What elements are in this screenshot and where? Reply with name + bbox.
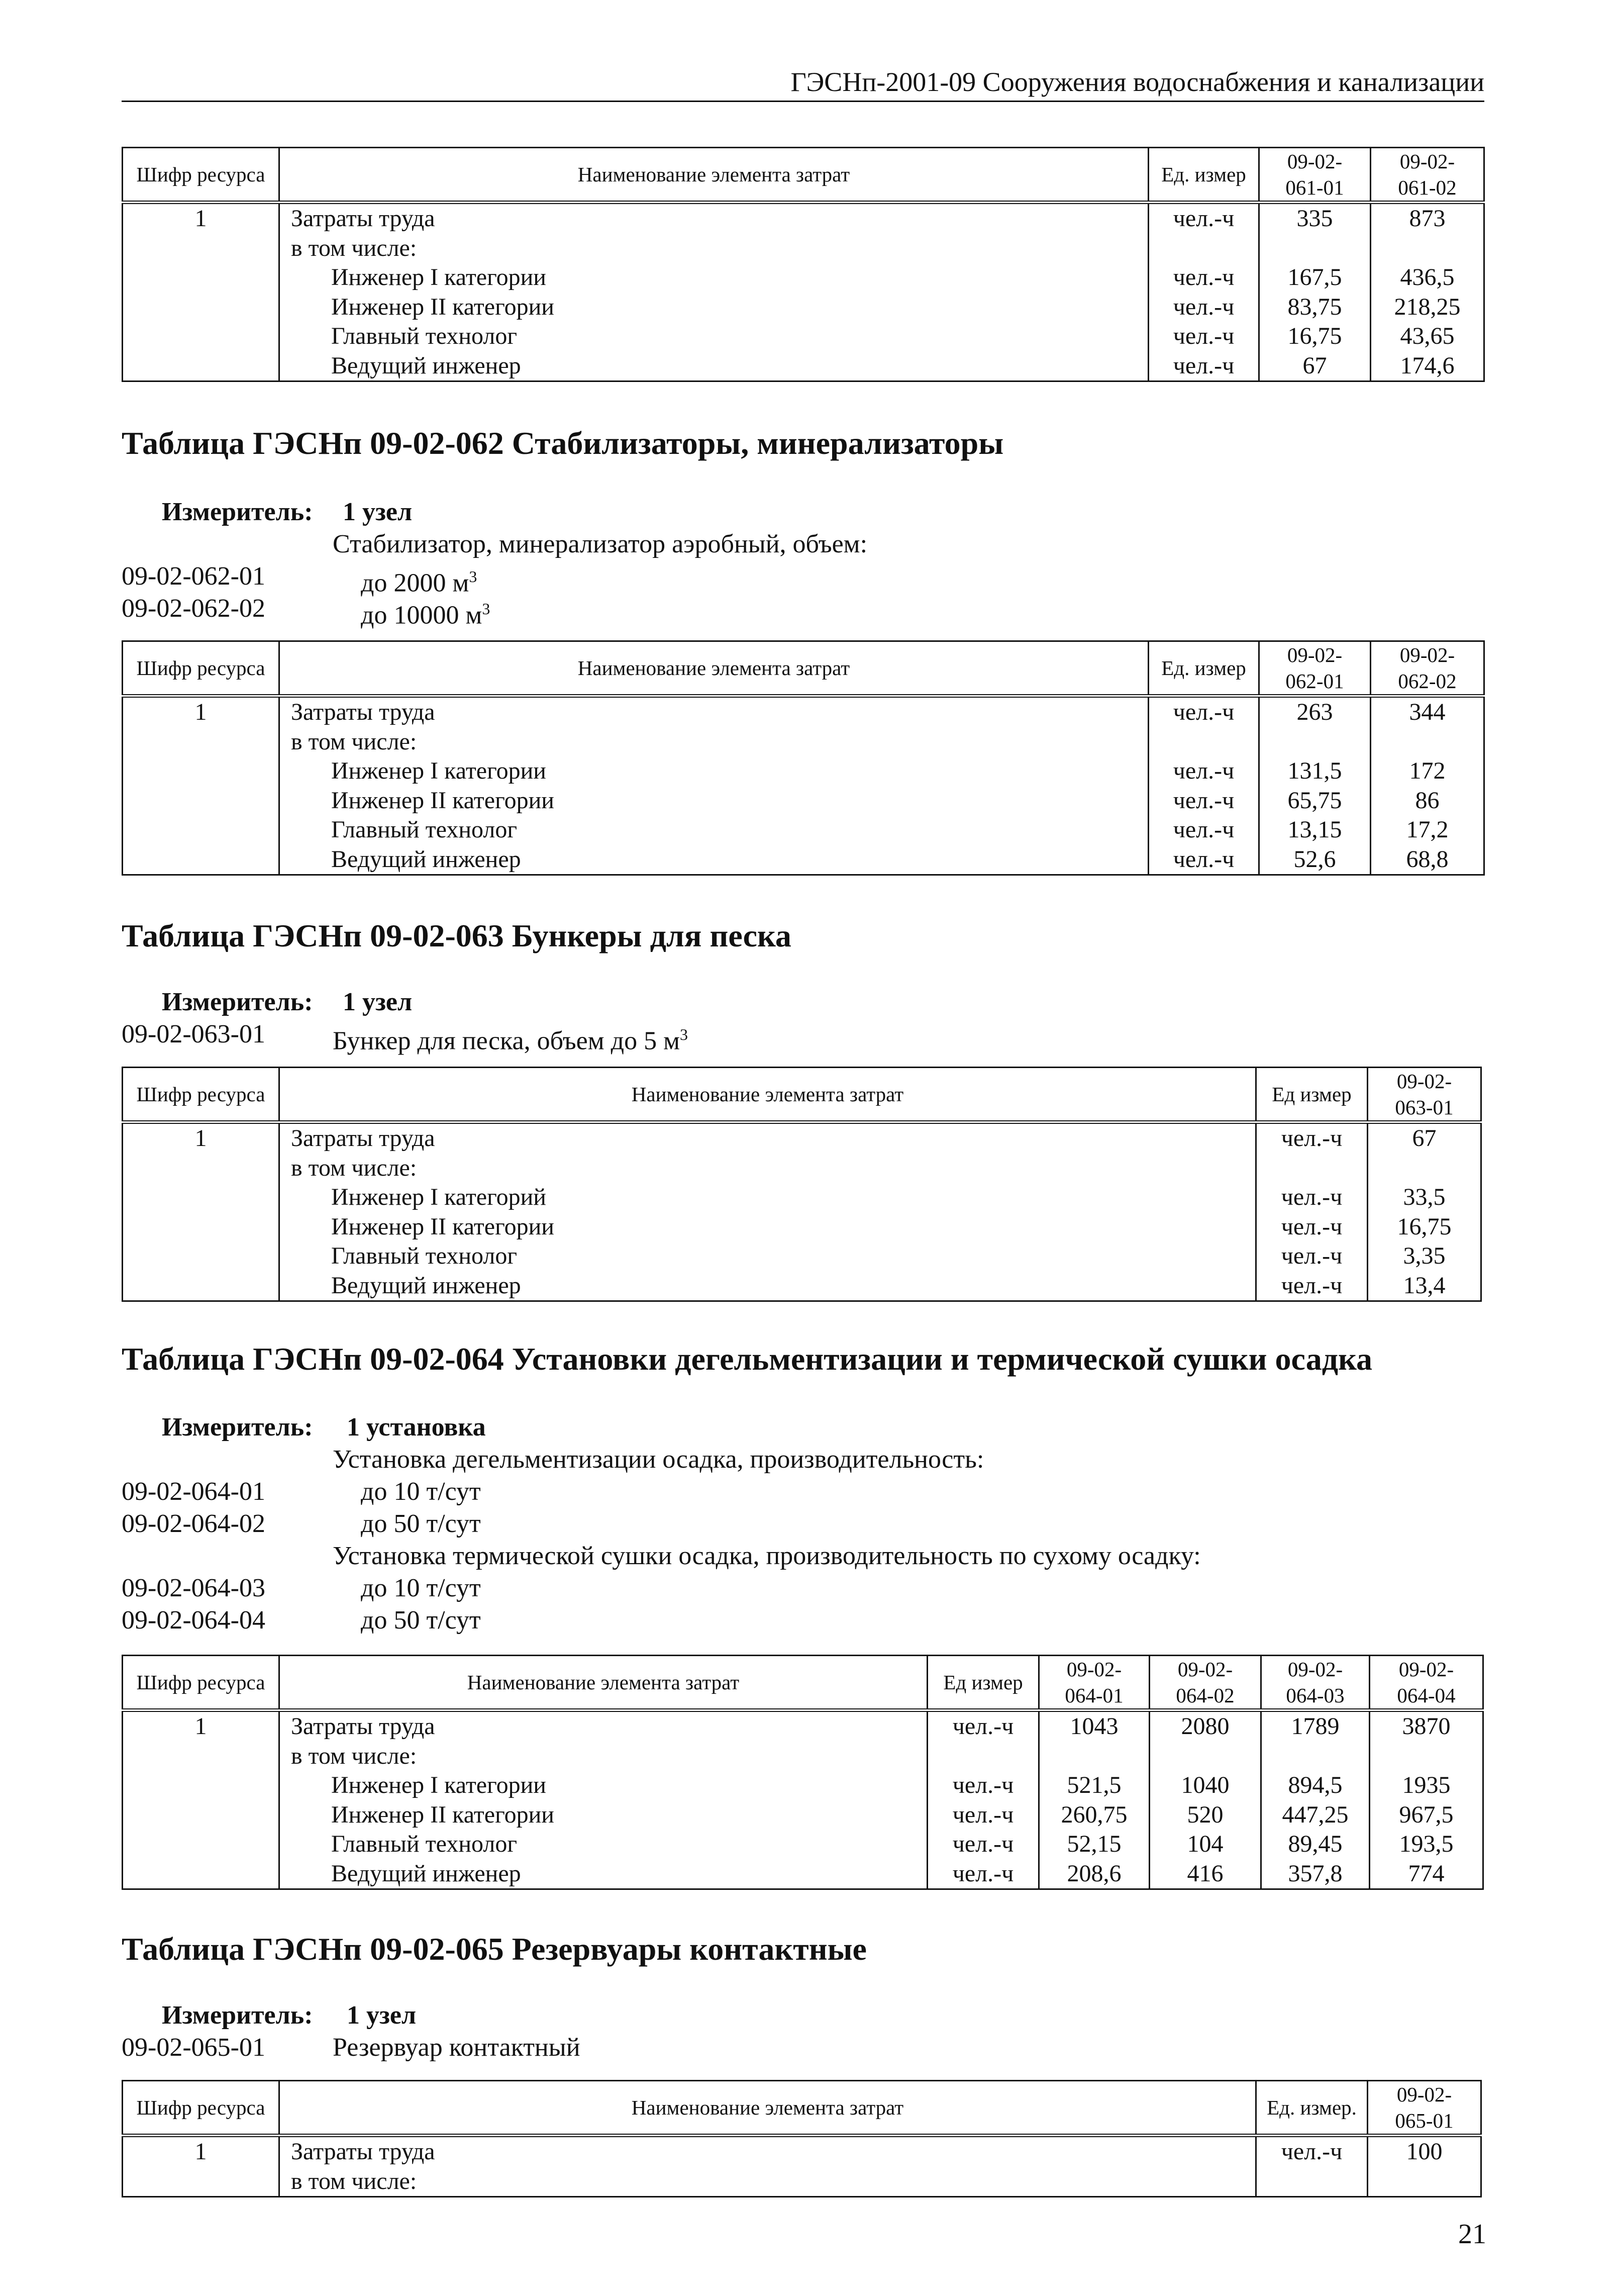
row-unit: чел.-ч [1149,845,1259,875]
row-value: 16,75 [1368,1212,1481,1242]
row-value: 67 [1259,351,1371,381]
table-row [123,1742,1483,1771]
col-name: Наименование элемента затрат [279,1656,928,1710]
row-label: Затраты труда [279,2136,1256,2167]
col-unit: Ед. измер [1149,641,1259,696]
row-value: 335 [1259,203,1371,234]
row-unit: чел.-ч [1149,203,1259,234]
row-value: 1789 [1261,1710,1370,1742]
table-row [123,727,1484,757]
col-name: Наименование элемента затрат [279,2081,1256,2136]
row-value: 174,6 [1371,351,1484,381]
row-label: Инженер I категории [279,1771,928,1800]
norm-description: до 50 т/сут [361,1606,481,1635]
row-label: Главный технолог [279,322,1149,351]
col-name: Наименование элемента затрат [279,1068,1256,1122]
measure-value: 1 узел [343,988,413,1016]
row-label: в том числе: [279,1742,928,1771]
row-unit: чел.-ч [1256,2136,1368,2167]
row-value: 89,45 [1261,1830,1370,1859]
row-value: 774 [1370,1859,1483,1889]
row-value: 193,5 [1370,1830,1483,1859]
table-row [123,1830,1483,1859]
table-row [123,322,1484,351]
row-label: Инженер II категории [279,1800,928,1830]
col-resource-code: Шифр ресурса [123,148,279,203]
row-value: 967,5 [1370,1800,1483,1830]
row-value: 436,5 [1371,263,1484,293]
table-row [123,2136,1481,2167]
row-unit: чел.-ч [928,1859,1039,1889]
row-label: Инженер II категории [279,1212,1256,1242]
row-value: 104 [1150,1830,1261,1859]
norm-code: 09-02-064-02 [122,1509,265,1538]
table-row [123,815,1484,845]
group-description: Установка дегельментизации осадка, производительность: [333,1445,984,1474]
measure-label: Измеритель: [162,1413,313,1442]
col-resource-code: Шифр ресурса [123,1656,279,1710]
row-label: в том числе: [279,2167,1256,2197]
row-label: Инженер I категорий [279,1183,1256,1212]
row-label: Главный технолог [279,1830,928,1859]
row-unit: чел.-ч [1149,756,1259,786]
table-row [123,234,1484,263]
measure-label: Измеритель: [162,988,313,1016]
table-row [123,1241,1481,1271]
row-unit: чел.-ч [928,1771,1039,1800]
norm-code: 09-02-064-03 [122,1574,265,1602]
col-norm-code: 09-02- 061-02 [1371,148,1484,203]
row-value: 1935 [1370,1771,1483,1800]
col-unit: Ед. измер [1149,148,1259,203]
col-unit: Ед измер [928,1656,1039,1710]
norm-table-064 [122,1655,1484,1890]
table-header-row [123,641,1484,696]
row-value: 3870 [1370,1710,1483,1742]
norm-description: до 10000 $м^3$ [361,600,490,630]
norm-description: до 10 т/сут [361,1477,481,1506]
row-label: Ведущий инженер [279,1271,1256,1301]
row-value: 218,25 [1371,293,1484,322]
row-value: 260,75 [1039,1800,1150,1830]
row-label: Инженер I категории [279,263,1149,293]
row-value: 68,8 [1371,845,1484,875]
norm-code: 09-02-064-04 [122,1606,265,1635]
row-unit: чел.-ч [1256,1241,1368,1271]
measure-label: Измеритель: [162,2001,313,2030]
row-value: 521,5 [1039,1771,1150,1800]
row-value: 416 [1150,1859,1261,1889]
row-label: Инженер II категории [279,786,1149,816]
table-row [123,845,1484,875]
row-label: в том числе: [279,234,1149,263]
norm-code: 09-02-062-02 [122,594,265,623]
row-value: 52,15 [1039,1830,1150,1859]
norm-description: до 50 т/сут [361,1509,481,1538]
col-resource-code: Шифр ресурса [123,1068,279,1122]
row-unit: чел.-ч [1149,815,1259,845]
measure-value: 1 узел [343,498,413,526]
row-label: Инженер II категории [279,293,1149,322]
row-unit: чел.-ч [928,1800,1039,1830]
row-value: 357,8 [1261,1859,1370,1889]
row-value: 447,25 [1261,1800,1370,1830]
row-unit: чел.-ч [1256,1212,1368,1242]
table-header-row [123,148,1484,203]
row-value: 344 [1371,696,1484,727]
norm-description: до 10 т/сут [361,1574,481,1602]
row-unit: чел.-ч [1149,322,1259,351]
row-value: 52,6 [1259,845,1371,875]
row-unit: чел.-ч [1256,1271,1368,1301]
row-value: 83,75 [1259,293,1371,322]
row-value: 43,65 [1371,322,1484,351]
col-resource-code: Шифр ресурса [123,2081,279,2136]
row-label: Затраты труда [279,1710,928,1742]
row-unit: чел.-ч [1149,293,1259,322]
measure-value: 1 узел [347,2001,417,2030]
row-label: Ведущий инженер [279,1859,928,1889]
table-row [123,786,1484,816]
row-value: 100 [1368,2136,1481,2167]
norm-code: 09-02-064-01 [122,1477,265,1506]
row-value: 167,5 [1259,263,1371,293]
row-value: 13,15 [1259,815,1371,845]
row-unit: чел.-ч [1149,786,1259,816]
row-value: 873 [1371,203,1484,234]
resource-code: 1 [123,1122,279,1154]
table-row [123,1859,1483,1889]
norm-table-063 [122,1067,1482,1302]
row-value: 1040 [1150,1771,1261,1800]
norm-code: 09-02-063-01 [122,1020,265,1048]
section-title: Таблица ГЭСНп 09-02-065 Резервуары контактные [122,1931,867,1967]
table-row [123,1771,1483,1800]
row-label: Затраты труда [279,1122,1256,1154]
table-row [123,1183,1481,1212]
row-value: 3,35 [1368,1241,1481,1271]
row-unit: чел.-ч [928,1710,1039,1742]
col-resource-code: Шифр ресурса [123,641,279,696]
row-unit: чел.-ч [928,1830,1039,1859]
row-label: в том числе: [279,727,1149,757]
row-value: 172 [1371,756,1484,786]
section-title: Таблица ГЭСНп 09-02-063 Бункеры для песка [122,918,791,953]
measure-value: 1 установка [347,1413,486,1442]
col-norm-code: 09-02- 064-03 [1261,1656,1370,1710]
row-value: 520 [1150,1800,1261,1830]
table-row [123,1271,1481,1301]
norm-table-061 [122,147,1485,382]
resource-code: 1 [123,2136,279,2167]
group-description: Установка термической сушки осадка, производительность по сухому осадку: [333,1542,1201,1570]
row-unit: чел.-ч [1149,696,1259,727]
table-row [123,203,1484,234]
norm-table-062 [122,640,1485,876]
resource-code: 1 [123,203,279,234]
table-row [123,1710,1483,1742]
group-description: Стабилизатор, минерализатор аэробный, объем: [333,530,868,558]
row-unit: чел.-ч [1149,263,1259,293]
table-row [123,696,1484,727]
row-value: 65,75 [1259,786,1371,816]
row-value: 17,2 [1371,815,1484,845]
table-row [123,263,1484,293]
table-row [123,1800,1483,1830]
row-value: 894,5 [1261,1771,1370,1800]
row-unit: чел.-ч [1149,351,1259,381]
table-row [123,2167,1481,2197]
resource-code: 1 [123,1710,279,1742]
col-name: Наименование элемента затрат [279,641,1149,696]
col-norm-code: 09-02- 062-02 [1371,641,1484,696]
table-row [123,293,1484,322]
row-value: 86 [1371,786,1484,816]
table-header-row [123,1656,1483,1710]
row-unit: чел.-ч [1256,1122,1368,1154]
page-number: 21 [1458,2219,1486,2250]
row-value: 1043 [1039,1710,1150,1742]
table-row [123,1122,1481,1154]
row-label: Инженер I категории [279,756,1149,786]
row-label: Главный технолог [279,1241,1256,1271]
col-norm-code: 09-02- 065-01 [1368,2081,1481,2136]
col-unit: Ед измер [1256,1068,1368,1122]
row-label: Затраты труда [279,203,1149,234]
resource-code: 1 [123,696,279,727]
header-title: ГЭСНп-2001-09 Сооружения водоснабжения и канализации [790,67,1484,97]
section-title: Таблица ГЭСНп 09-02-064 Установки дегельментизации и термической сушки осадка [122,1341,1372,1377]
page-header [122,64,1484,102]
row-value: 263 [1259,696,1371,727]
row-value: 208,6 [1039,1859,1150,1889]
col-norm-code: 09-02- 063-01 [1368,1068,1481,1122]
row-label: Главный технолог [279,815,1149,845]
col-norm-code: 09-02- 061-01 [1259,148,1371,203]
col-norm-code: 09-02- 064-04 [1370,1656,1483,1710]
row-label: Ведущий инженер [279,351,1149,381]
row-value: 16,75 [1259,322,1371,351]
norm-code: 09-02-062-01 [122,562,265,591]
col-name: Наименование элемента затрат [279,148,1149,203]
col-norm-code: 09-02- 062-01 [1259,641,1371,696]
norm-description: Резервуар контактный [333,2033,580,2062]
norm-code: 09-02-065-01 [122,2033,265,2062]
table-header-row [123,2081,1481,2136]
table-row [123,351,1484,381]
col-norm-code: 09-02- 064-02 [1150,1656,1261,1710]
table-row [123,1212,1481,1242]
row-unit: чел.-ч [1256,1183,1368,1212]
row-value: 131,5 [1259,756,1371,786]
row-value: 33,5 [1368,1183,1481,1212]
measure-label: Измеритель: [162,498,313,526]
row-value: 13,4 [1368,1271,1481,1301]
col-norm-code: 09-02- 064-01 [1039,1656,1150,1710]
row-label: Затраты труда [279,696,1149,727]
norm-table-065 [122,2080,1482,2197]
table-header-row [123,1068,1481,1122]
row-value: 67 [1368,1122,1481,1154]
section-title: Таблица ГЭСНп 09-02-062 Стабилизаторы, минерализаторы [122,425,1004,461]
row-label: в том числе: [279,1154,1256,1183]
table-row [123,1154,1481,1183]
row-value: 2080 [1150,1710,1261,1742]
norm-description: до 2000 $м^3$ [361,567,477,598]
col-unit: Ед. измер. [1256,2081,1368,2136]
row-label: Ведущий инженер [279,845,1149,875]
norm-description: Бункер для песка, объем до 5 $м^3$ [333,1025,688,1056]
table-row [123,756,1484,786]
